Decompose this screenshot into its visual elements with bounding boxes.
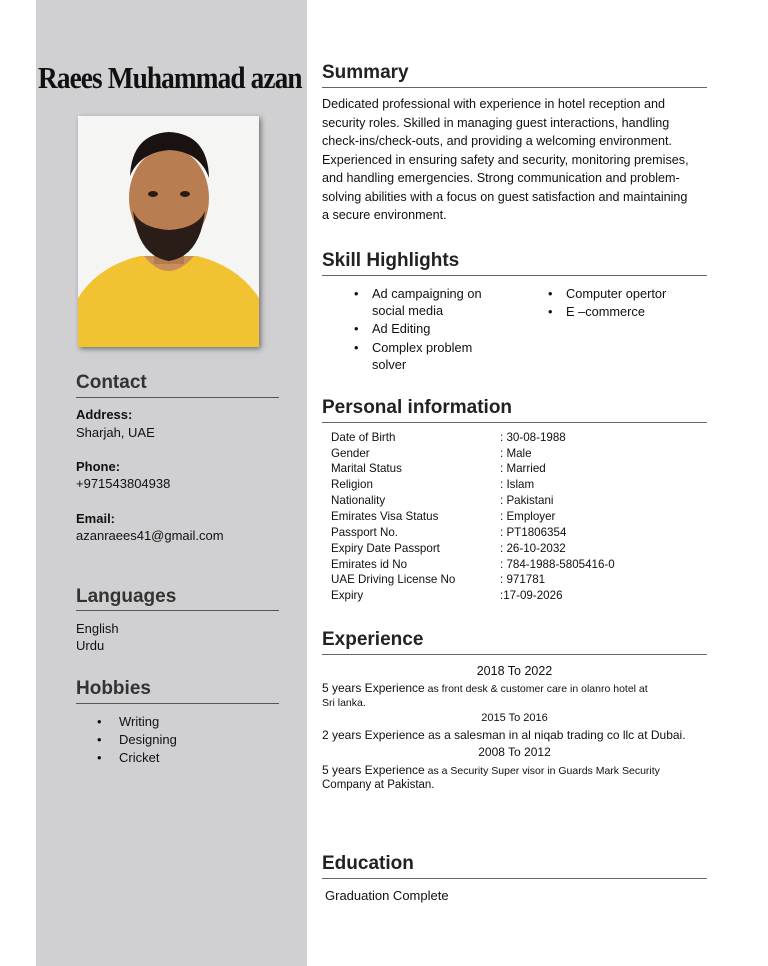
skill-item bbox=[372, 339, 472, 373]
personal-info-value: : Married bbox=[500, 462, 546, 475]
personal-info-value: : Pakistani bbox=[500, 494, 554, 507]
experience-rest: as front desk & customer care in olanro hotel at bbox=[424, 683, 648, 695]
personal-info-value: :17-09-2026 bbox=[500, 589, 563, 602]
personal-info-key: Religion bbox=[331, 478, 373, 491]
personal-info-value: : PT1806354 bbox=[500, 526, 567, 539]
hobby-item bbox=[98, 750, 159, 765]
education-heading: Education bbox=[322, 853, 414, 874]
skill-line: solver bbox=[372, 357, 407, 372]
experience-period: 2018 To 2022 bbox=[476, 664, 553, 678]
hobby-item bbox=[98, 714, 159, 729]
education-text: Graduation Complete bbox=[325, 888, 449, 903]
experience-lead: 2 years Experience bbox=[322, 728, 425, 742]
candidate-name: Raees Muhammad azan bbox=[38, 60, 302, 95]
language-item: Urdu bbox=[76, 638, 105, 653]
personal-info-key: Gender bbox=[331, 447, 370, 460]
experience-period: 2008 To 2012 bbox=[478, 745, 551, 759]
skill-item bbox=[372, 285, 482, 319]
skill-line: • E –commerce bbox=[566, 304, 645, 319]
summary-line: solving abilities with a focus on guest satisfaction and maintaining bbox=[322, 189, 688, 204]
summary-heading: Summary bbox=[322, 62, 409, 83]
experience-desc-line2: Sri lanka. bbox=[322, 697, 366, 709]
experience-rest: as a Security Super visor in Guards Mark Security bbox=[424, 765, 660, 777]
email-label: Email: bbox=[76, 511, 116, 526]
skill-line: social media bbox=[372, 303, 444, 318]
personal-heading: Personal information bbox=[322, 397, 513, 418]
summary-line: check-ins/check-outs, and providing a welcoming environment. bbox=[322, 134, 672, 148]
summary-divider bbox=[322, 87, 707, 88]
profile-photo bbox=[78, 116, 259, 347]
languages-divider bbox=[76, 610, 279, 611]
languages-heading: Languages bbox=[76, 586, 177, 607]
personal-info-key: Marital Status bbox=[331, 462, 402, 475]
experience-divider bbox=[322, 654, 707, 655]
experience-lead: 5 years Experience bbox=[322, 681, 425, 695]
experience-desc bbox=[322, 681, 648, 695]
skill-line: • Ad campaigning on bbox=[372, 286, 482, 301]
skills-divider bbox=[322, 275, 707, 276]
personal-info-key: Expiry Date Passport bbox=[331, 542, 440, 555]
personal-info-value: : 784-1988-5805416-0 bbox=[500, 558, 615, 571]
personal-info-key: Nationality bbox=[331, 494, 386, 507]
personal-info-value: : Employer bbox=[500, 510, 556, 523]
summary-text bbox=[322, 95, 710, 225]
hobby-label: Cricket bbox=[119, 750, 160, 765]
summary-line: and handling emergencies. Strong communication and problem- bbox=[322, 171, 680, 185]
hobby-label: Writing bbox=[119, 714, 160, 729]
hobby-item bbox=[98, 732, 177, 747]
skill-item bbox=[372, 320, 430, 337]
experience-desc bbox=[322, 728, 686, 742]
personal-info-key: Date of Birth bbox=[331, 431, 396, 444]
personal-info-value: : 971781 bbox=[500, 573, 546, 586]
address-label: Address: bbox=[76, 407, 133, 422]
skill-line: • Computer opertor bbox=[566, 286, 667, 301]
personal-info-value: : Islam bbox=[500, 478, 535, 491]
experience-desc bbox=[322, 763, 660, 777]
education-divider bbox=[322, 878, 707, 879]
experience-desc-line2: Company at Pakistan. bbox=[322, 779, 435, 791]
personal-info-key: Emirates id No bbox=[331, 558, 408, 571]
summary-line: security roles. Skilled in managing guest interactions, handling bbox=[322, 115, 670, 130]
summary-line: Dedicated professional with experience in hotel reception and bbox=[322, 97, 666, 111]
skills-heading: Skill Highlights bbox=[322, 250, 460, 271]
phone-label: Phone: bbox=[76, 459, 121, 474]
address-value: Sharjah, UAE bbox=[76, 425, 155, 440]
skill-item bbox=[566, 285, 666, 302]
experience-rest: as a salesman in al niqab trading co llc at Dubai. bbox=[424, 728, 686, 742]
summary-line: a secure environment. bbox=[322, 208, 447, 222]
language-item: English bbox=[76, 621, 119, 636]
skill-line: • Ad Editing bbox=[372, 321, 431, 336]
personal-info-key: Emirates Visa Status bbox=[331, 510, 439, 523]
email-value: azanraees41@gmail.com bbox=[76, 528, 224, 543]
personal-divider bbox=[322, 422, 707, 423]
hobbies-heading: Hobbies bbox=[76, 678, 151, 699]
hobby-label: Designing bbox=[119, 732, 177, 747]
personal-info-key: Passport No. bbox=[331, 526, 399, 539]
skill-item bbox=[566, 303, 645, 320]
contact-heading: Contact bbox=[76, 372, 147, 393]
experience-lead: 5 years Experience bbox=[322, 763, 425, 777]
summary-line: Experienced in ensuring safety and security, monitoring premises, bbox=[322, 152, 689, 167]
personal-info-key: Expiry bbox=[331, 589, 364, 602]
experience-heading: Experience bbox=[322, 629, 424, 650]
personal-info-value: : 26-10-2032 bbox=[500, 542, 566, 555]
contact-divider bbox=[76, 397, 279, 398]
skill-line: • Complex problem bbox=[372, 340, 473, 355]
phone-value: +971543804938 bbox=[76, 476, 171, 491]
personal-info-value: : 30-08-1988 bbox=[500, 431, 566, 444]
hobbies-divider bbox=[76, 703, 279, 704]
personal-info-value: : Male bbox=[500, 447, 532, 460]
experience-period: 2015 To 2016 bbox=[481, 712, 548, 724]
personal-info-key: UAE Driving License No bbox=[331, 573, 456, 586]
